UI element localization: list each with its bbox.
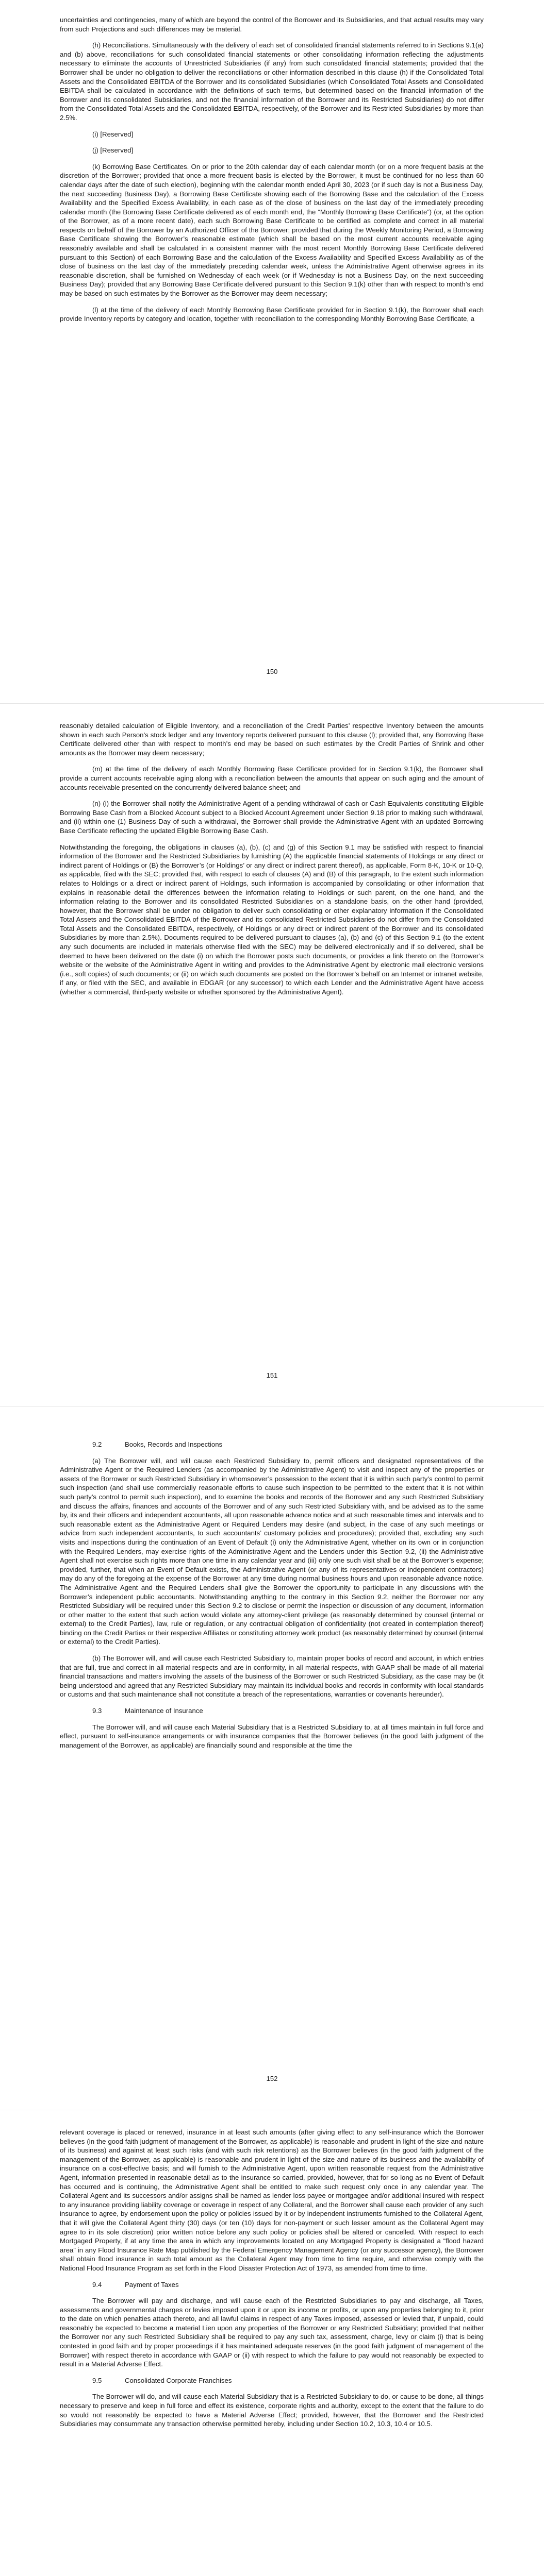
section-heading-9-4	[92, 2280, 484, 2290]
page-body	[60, 15, 484, 331]
section-heading-9-5	[92, 2376, 484, 2385]
section-number: 9.2	[92, 1440, 102, 1448]
document-page	[0, 0, 544, 703]
section-title: Books, Records and Inspections	[125, 1440, 223, 1448]
document-page	[0, 1407, 544, 2110]
paragraph-reserved-j: (j) [Reserved]	[92, 146, 134, 155]
paragraph: reasonably detailed calculation of Eligible Inventory, and a reconciliation of the Credit Parties’ respective Inventory between the amounts shown in each such Person’s stock ledger and any Inventory reports delivered pursuant to this clause (l); provided that, any Borrowing Base Certificate delivered other than with respect to month’s end may be based on such estimates by the Credit Parties of Shrink and other amounts as the Borrower may deem necessary;	[60, 722, 484, 757]
section-number: 9.5	[92, 2376, 102, 2384]
paragraph-inventory-reports: (l) at the time of the delivery of each Monthly Borrowing Base Certificate provided for in Section 9.1(k), the Borrower shall each provide Inventory reports by category and location, together with reconciliation to the corresponding Monthly Borrowing Base Certificate, a	[60, 306, 484, 323]
section-number: 9.3	[92, 1707, 102, 1715]
section-title: Consolidated Corporate Franchises	[125, 2376, 232, 2384]
paragraph-notwithstanding: Notwithstanding the foregoing, the obligations in clauses (a), (b), (c) and (g) of this Section 9.1 may be satisfied with respect to financial information of the Borrower and the Restricted Subsidiaries by furnishing (A) the applicable financial statements of Holdings or any direct or indirect parent of Holdings or (B) the Borrower’s (or Holdings’ or any direct or indirect parent thereof), as applicable, Form 8-K, 10-K or 10-Q, as applicable, filed with the SEC; provided that, with respect to each of clauses (A) and (B) of this paragraph, to the extent such information relates to Holdings or a direct or indirect parent of Holdings, such information is accompanied by consolidating or other information that explains in reasonable detail the differences between the information relating to Holdings or such parent, on the one hand, and the information relating to the Borrower and its consolidated Restricted Subsidiaries on a standalone basis, on the other hand (provided, however, that the Borrower shall be under no obligation to deliver such consolidating or other explanatory information if the Consolidated Total Assets and the Consolidated EBITDA of the Borrower and its consolidated Restricted Subsidiaries do not differ from the Consolidated Total Assets and the Consolidated EBITDA, respectively, of Holdings or any direct or indirect parent of the Borrower and its consolidated Subsidiaries by more than 2.5%). Documents required to be delivered pursuant to clauses (a), (b) and (c) of this Section 9.1 (to the extent any such documents are included in materials otherwise filed with the SEC) may be delivered electronically and if so delivered, shall be deemed to have been delivered on the date (i) on which the Borrower posts such documents, or provides a link thereto on the Borrower’s website or the website of the Administrative Agent in writing and provides to the Administrative Agent by electronic mail electronic versions (i.e., soft copies) of such documents; or (ii) on which such documents are posted on the Borrower’s behalf on an Internet or intranet website, if any, or filed with the SEC, and available in EDGAR (or any successor) to which each Lender and the Administrative Agent have access (whether a commercial, third-party website or whether sponsored by the Administrative Agent).	[60, 843, 484, 996]
paragraph-reserved-i: (i) [Reserved]	[92, 130, 134, 138]
section-title: Payment of Taxes	[125, 2280, 179, 2289]
page-number: 152	[266, 2075, 278, 2082]
page-body	[60, 2128, 484, 2436]
paragraph-books-of-record: (b) The Borrower will, and will cause each Restricted Subsidiary to, maintain proper books of record and account, in which entries that are full, true and correct in all material respects and are in conformity, in all material respects, with GAAP shall be made of all material financial transactions and matters involving the assets of the business of the Borrower or such Restricted Subsidiary, as the case may be (it being understood and agreed that any Restricted Subsidiary may maintain its individual books and records in conformity with local standards or customs and that such maintenance shall not constitute a breach of the representations, warranties or covenants hereunder).	[60, 1654, 484, 1699]
paragraph: uncertainties and contingencies, many of which are beyond the control of the Borrower and its Subsidiaries, and that actual results may vary from such Projections and such differences may be material.	[60, 16, 484, 33]
section-title: Maintenance of Insurance	[125, 1707, 203, 1715]
paragraph-inspections: (a) The Borrower will, and will cause each Restricted Subsidiary to, permit officers and designated representatives of the Administrative Agent or the Required Lenders (as accompanied by the Administrative Agent) to visit and inspect any of the properties or assets of the Borrower or such Restricted Subsidiary in whomsoever’s possession to the extent that it is within such party’s control to permit such inspection (and shall use commercially reasonable efforts to cause such inspection to be permitted to the extent that it is not within such party’s control to permit such inspection), and to examine the books and records of the Borrower and any such Restricted Subsidiary and discuss the affairs, finances and accounts of the Borrower and of any such Restricted Subsidiary with, and be advised as to the same by, its and their officers and independent accountants, all upon reasonable advance notice and at such reasonable times and intervals and to such reasonable extent as the Administrative Agent or Required Lenders may desire (and subject, in the case of any such meetings or advice from such independent accountants, to such accountants’ customary policies and procedures); provided that, excluding any such visits and inspections during the continuation of an Event of Default (i) only the Administrative Agent, whether on its own or in conjunction with the Required Lenders, may exercise rights of the Administrative Agent and the Lenders under this Section 9.2, (ii) the Administrative Agent shall not exercise such rights more than one time in any calendar year and (iii) only one such visit shall be at the Borrower’s expense; provided, further, that when an Event of Default exists, the Administrative Agent (or any of its representatives or independent contractors) may do any of the foregoing at the expense of the Borrower at any time during normal business hours and upon reasonable advance notice. The Administrative Agent and the Required Lenders shall give the Borrower the opportunity to participate in any discussions with the Borrower’s independent public accountants. Notwithstanding anything to the contrary in this Section 9.2, neither the Borrower nor any Restricted Subsidiary will be required under this Section 9.2 to disclose or permit the inspection or discussion of any document, information or other matter to the extent that such action would violate any attorney-client privilege (as reasonably determined by counsel (internal or external) to the Credit Parties), law, rule or regulation, or any contractual obligation of confidentiality (not created in contemplation thereof) binding on the Credit Parties or their respective Affiliates or constituting attorney work product (as reasonably determined by counsel (internal or external) to the Credit Parties).	[60, 1456, 484, 1646]
paragraph-borrowing-base-certificates: (k) Borrowing Base Certificates. On or prior to the 20th calendar day of each calendar month (or on a more frequent basis at the discretion of the Borrower; provided that once a more frequent basis is elected by the Borrower, it must be continued for no less than 60 calendar days after the date of such election), beginning with the calendar month ended April 30, 2023 (or if such day is not a Business Day, the next succeeding Business Day), a Borrowing Base Certificate showing each of the Borrowing Base and the calculation of the Excess Availability and the Specified Excess Availability, in each case as of the close of business on the last day of the immediately preceding calendar month (the Borrowing Base Certificate delivered as of each month end, the “Monthly Borrowing Base Certificate”) (or, at the option of the Borrower, as of a more recent date), each such Borrowing Base Certificate to be certified as complete and correct in all material respects on behalf of the Borrower by an Authorized Officer of the Borrower; provided that during the Weekly Monitoring Period, a Borrowing Base Certificate showing the Borrower’s reasonable estimate (which shall be based on the most current accounts receivable aging reasonably available and shall be calculated in a consistent manner with the most recent Monthly Borrowing Base Certificate delivered pursuant to this Section) of each Borrowing Base and the calculation of the Excess Availability and Specified Excess Availability as of the close of business on the last day of the immediately preceding calendar week, unless the Administrative Agent otherwise agrees in its reasonable discretion, shall be furnished on Wednesday of each week (or if Wednesday is not a Business Day, on the next succeeding Business Day); provided that any Borrowing Base Certificate delivered pursuant to this Section 9.1(k) other than with respect to month’s end may be based on such estimates by the Borrower as the Borrower may deem necessary;	[60, 162, 484, 298]
paragraph-receivable-aging: (m) at the time of the delivery of each Monthly Borrowing Base Certificate provided for in Section 9.1(k), the Borrower shall provide a current accounts receivable aging along with a reconciliation between the amounts that appear on such aging and the amount of accounts receivable presented on the concurrently delivered balance sheet; and	[60, 765, 484, 791]
document-page	[0, 704, 544, 1407]
section-heading-9-3	[92, 1706, 484, 1716]
page-body	[60, 1437, 484, 1757]
paragraph-reconciliations: (h) Reconciliations. Simultaneously with the delivery of each set of consolidated financial statements referred to in Sections 9.1(a) and (b) above, reconciliations for such consolidated financial statements or other consolidating information reflecting the adjustments necessary to eliminate the accounts of Unrestricted Subsidiaries (if any) from such consolidated financial statements; provided that the Borrower shall be under no obligation to deliver the reconciliations or other information described in this clause (h) if the Consolidated Total Assets and the Consolidated EBITDA of the Borrower and its consolidated Subsidiaries (which Consolidated Total Assets and Consolidated EBITDA shall be calculated in accordance with the definitions of such terms, but determined based on the financial information of the Borrower and its consolidated Subsidiaries, and not the financial information of the Borrower and its Restricted Subsidiaries) do not differ from the Consolidated Total Assets and the Consolidated EBITDA, respectively, of the Borrower and its Restricted Subsidiaries by more than 2.5%.	[60, 41, 484, 122]
page-number: 151	[266, 1371, 278, 1379]
document-page	[0, 2110, 544, 2576]
paragraph-cash-withdrawal: (n) (i) the Borrower shall notify the Administrative Agent of a pending withdrawal of cash or Cash Equivalents constituting Eligible Borrowing Base Cash from a Blocked Account subject to a Blocked Account Agreement under Section 9.18 prior to making such withdrawal, and (ii) within one (1) Business Day of such a withdrawal, the Borrower shall provide the Administrative Agent with an updated Borrowing Base Certificate reflecting the updated Eligible Borrowing Base Cash.	[60, 800, 484, 835]
paragraph-insurance-continued: relevant coverage is placed or renewed, insurance in at least such amounts (after giving effect to any self-insurance which the Borrower believes (in the good faith judgment of management of the Borrower, as applicable) is reasonable and prudent in light of the size and nature of its business) and against at least such risks (and with such risk retentions) as the Borrower believes (in the good faith judgment of the management of the Borrower, as applicable) is reasonable and prudent in light of the size and nature of its business and the availability of insurance on a cost-effective basis; and will furnish to the Administrative Agent, upon written reasonable request from the Administrative Agent, information presented in reasonable detail as to the insurance so carried, provided, however, that for so long as no Event of Default has occurred and is continuing, the Administrative Agent shall be entitled to make such request only once in any calendar year. The Collateral Agent and its successors and/or assigns shall be named as lender loss payee or mortgagee and/or additional insured with respect to any insurance providing liability coverage or coverage in respect of any Collateral, and the Borrower shall cause each provider of any such insurance to agree, by endorsement upon the policy or policies issued by it or by independent instruments furnished to the Collateral Agent, that it will give the Collateral Agent thirty (30) days (or ten (10) days for non-payment or such lesser amount as the Collateral Agent may agree to in its sole discretion) prior written notice before any such policy or policies shall be altered or cancelled. With respect to each Mortgaged Property, if at any time the area in which any improvements located on any Mortgaged Property is designated a “flood hazard area” in any Flood Insurance Rate Map published by the Federal Emergency Management Agency (or any successor agency), the Borrower shall obtain flood insurance in such total amount as the Collateral Agent may from time to time require, and otherwise comply with the National Flood Insurance Program as set forth in the Flood Disaster Protection Act of 1973, as amended from time to time.	[60, 2128, 484, 2272]
section-heading-9-2	[92, 1440, 484, 1449]
page-number: 150	[266, 668, 278, 675]
paragraph-insurance: The Borrower will, and will cause each Material Subsidiary that is a Restricted Subsidiary to, at all times maintain in full force and effect, pursuant to self-insurance arrangements or with insurance companies that the Borrower believes (in the good faith judgment of the management of the Borrower, as applicable) are financially sound and responsible at the time the	[60, 1723, 484, 1749]
page-body	[60, 721, 484, 1004]
paragraph-franchises: The Borrower will do, and will cause each Material Subsidiary that is a Restricted Subsidiary to do, or cause to be done, all things necessary to preserve and keep in full force and effect its existence, corporate rights and authority, except to the extent that the failure to do so would not reasonably be expected to have a Material Adverse Effect; provided, however, that the Borrower and the Restricted Subsidiaries may consummate any transaction otherwise permitted hereby, including under Section 10.2, 10.3, 10.4 or 10.5.	[60, 2393, 484, 2428]
paragraph-taxes: The Borrower will pay and discharge, and will cause each of the Restricted Subsidiaries to pay and discharge, all Taxes, assessments and governmental charges or levies imposed upon it or upon its income or profits, or upon any properties belonging to it, prior to the date on which penalties attach thereto, and all lawful claims in respect of any Taxes imposed, assessed or levied that, if unpaid, could reasonably be expected to become a material Lien upon any properties of the Borrower or any Restricted Subsidiary; provided that neither the Borrower nor any such Restricted Subsidiary shall be required to pay any such tax, assessment, charge, levy or claim (i) that is being contested in good faith and by proper proceedings if it has maintained adequate reserves (in the good faith judgment of management of the Borrower) with respect thereto in accordance with GAAP or (ii) with respect to which the failure to pay would not reasonably be expected to result in a Material Adverse Effect.	[60, 2297, 484, 2368]
section-number: 9.4	[92, 2280, 102, 2289]
